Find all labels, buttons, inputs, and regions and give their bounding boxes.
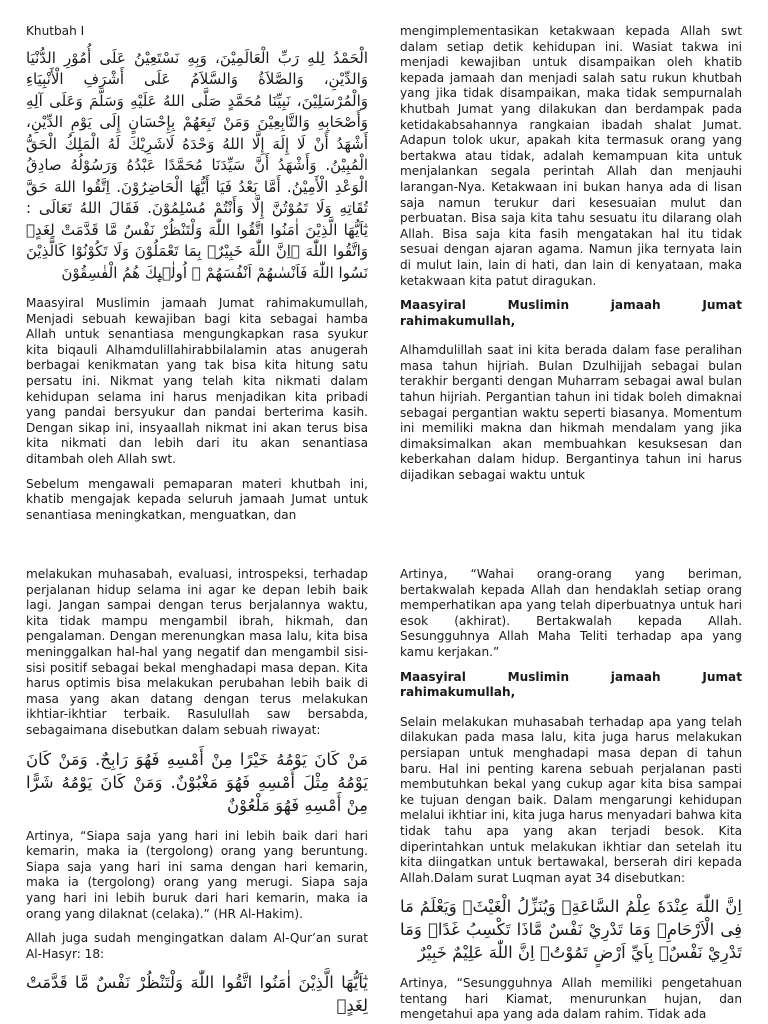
paragraph: Alhamdulillah saat ini kita berada dalam fase peralihan masa tahun hijriah. Bulan Dzulhijjah sebagai bulan terakhir berganti dengan Muharram sebagai awal bulan tahun hijriah. Pergantian tahun ini tidak boleh dimaknai sebagai pergantian waktu seperti biasanya. Momentum ini memiliki makna dan hikmah mendalam yang jika dimaksimalkan akan membuahkan kesuksesan dan keberkahan dalam hidup. Bergantinya tahun ini harus dijadikan sebagai waktu untuk [400, 343, 742, 483]
arabic-ayat: اِنَّ اللّٰهَ عِنْدَهٗ عِلْمُ السَّاعَةِۚ وَيُنَزِّلُ الْغَيْثَۚ وَيَعْلَمُ مَا فِى الْاَرْحَامِۗ وَمَا تَدْرِيْ نَفْسٌ مَّاذَا تَكْسِبُ غَدًاۗ وَمَا تَدْرِيْ نَفْسٌۢ بِاَيِّ اَرْضٍ تَمُوْتُۗ اِنَّ اللّٰهَ عَلِيْمٌ خَبِيْرٌ [400, 897, 742, 963]
khutbah-title: Khutbah I [26, 24, 85, 38]
column-1 [26, 24, 368, 540]
paragraph: Artinya, “Sesungguhnya Allah memiliki pengetahuan tentang hari Kiamat, menurunkan hujan, dan mengetahui apa yang ada dalam rahim. Tidak ada [400, 976, 742, 1022]
paragraph: Maasyiral Muslimin jamaah Jumat rahimakumullah, Menjadi sebuah kewajiban bagi kita sebagai hamba Allah untuk senantiasa mengungkapkan rasa syukur kita biqauli Alhamdulillahirabbilalamin atas anugerah berbagai kenikmatan yang tak bisa kita hitung satu persatu ini. Nikmat yang telah kita nikmati dalam kehidupan selama ini harus menjadikan kita pribadi yang pandai bersyukur dan pandai berterima kasih. Dengan sikap ini, insyaallah nikmat ini akan terus bisa kita nikmati dan lebih dari itu akan senantiasa ditambah oleh Allah swt. [26, 296, 368, 467]
section-heading: Maasyiral Muslimin jamaah Jumat rahimakumullah, [400, 298, 742, 328]
paragraph: Allah juga sudah mengingatkan dalam Al-Qur’an surat Al-Hasyr: 18: [26, 931, 368, 961]
paragraph: mengimplementasikan ketakwaan kepada Allah swt dalam setiap detik kehidupan ini. Wasiat takwa ini menjadi kewajiban untuk disampaikan oleh khatib kepada jamaah dan menjadi salah satu rukun khutbah yang jika tidak disampaikan, maka tidak sempurnalah khutbah Jumat yang dilakukan dan berdampak pada ketidakabsahannya rangkaian ibadah shalat Jumat. Adapun tolok ukur, apakah kita termasuk orang yang bertakwa atau tidak, adalah kemampuan kita untuk menjalankan segala perintah Allah dan menjauhi larangan-Nya. Ketakwaan ini bukan hanya ada di lisan saja namun terukur dari kesesuaian mulut dan perbuatan. Bisa saja kita tahu sesuatu itu dilarang olah Allah. Bisa saja kita fasih mengatakan hal itu tidak sesuai dengan ajaran agama. Namun jika ternyata lain di mulut lain, lain di hati, dan lain di kenyataan, maka ketakwaan kita patut diragukan. [400, 24, 742, 288]
column-4 [400, 567, 742, 1024]
column-3 [26, 567, 368, 1024]
paragraph: Artinya, “Siapa saja yang hari ini lebih baik dari hari kemarin, maka ia (tergolong) orang yang beruntung. Siapa saja yang hari ini sama dengan hari kemarin, maka ia (tergolong) orang yang merugi. Siapa saja yang hari ini lebih buruk dari hari kemarin, maka ia orang yang dilaknat (celaka).” (HR Al-Hakim). [26, 828, 368, 921]
paragraph: melakukan muhasabah, evaluasi, introspeksi, terhadap perjalanan hidup selama ini agar ke depan lebih baik lagi. Jangan sampai dengan terus berjalannya waktu, kita tidak mampu mengambil ibrah, hikmah, dan pengalaman. Dengan merenungkan masa lalu, kita bisa meninggalkan hal-hal yang negatif dan mengambil sisi-sisi positif sebagai bekal menghadapi masa depan. Kita harus optimis bisa melakukan perubahan lebih baik di masa yang akan datang dengan terus melakukan ikhtiar-ikhtiar terbaik. Rasulullah saw bersabda, sebagaimana disebutkan dalam sebuah riwayat: [26, 567, 368, 737]
arabic-hadith: مَنْ كَانَ يَوْمُهُ خَيْرًا مِنْ أَمْسِهِ فَهُوَ رَابِحٌ. وَمَنْ كَانَ يَوْمُهُ مِثْلَ أَمْسِهِ فَهُوَ مَغْبُوْنٌ. وَمَنْ كَانَ يَوْمُهُ شَرًّا مِنْ أَمْسِهِ فَهُوَ مَلْعُوْنٌ [26, 749, 368, 815]
section-heading: Maasyiral Muslimin jamaah Jumat rahimakumullah, [400, 669, 742, 700]
column-2 [400, 24, 742, 540]
paragraph: Artinya, “Wahai orang-orang yang beriman, bertakwalah kepada Allah dan hendaklah setiap orang memperhatikan apa yang telah diperbuatnya untuk hari esok (akhirat). Bertakwalah kepada Allah. Sesungguhnya Allah Maha Teliti terhadap apa yang kamu kerjakan.” [400, 567, 742, 659]
paragraph: Selain melakukan muhasabah terhadap apa yang telah dilakukan pada masa lalu, kita juga harus melakukan persiapan untuk menghadapi masa depan di tahun baru. Hal ini penting karena sebuah perjalanan pasti membutuhkan bekal yang cukup agar kita bisa sampai ke tujuan dengan baik. Dalam mengarungi kehidupan melalui ikhtiar ini, kita juga harus menyadari bahwa kita tidak tahu apa yang akan terjadi besok. Kita diperintahkan untuk melakukan ikhtiar dan setelah itu kita diingatkan untuk bertawakal, berserah diri kepada Allah.Dalam surat Luqman ayat 34 disebutkan: [400, 714, 742, 885]
arabic-ayat: يٰٓاَيُّهَا الَّذِيْنَ اٰمَنُوا اتَّقُوا اللّٰهَ وَلْتَنْظُرْ نَفْسٌ مَّا قَدَّمَتْ لِغَدٍۚ [26, 973, 368, 1016]
paragraph: Sebelum mengawali pemaparan materi khutbah ini, khatib mengajak kepada seluruh jamaah Jumat untuk senantiasa meningkatkan, menguatkan, dan [26, 476, 368, 522]
arabic-opening: الْحَمْدُ لِلهِ رَبِّ الْعَالَمِيْنَ، وَبِهِ نَسْتَعِيْنُ عَلَى أُمُوْرِ الدُّنْيَا وَالدِّيْنِ، وَالصَّلاَةُ وَالسَّلاَمُ عَلَى أَشْرَفِ الْأَنْبِيَاءِ وَالْمُرْسَلِيْنَ، نَبِيِّنَا مُحَمَّدٍ صَلَّى اللهُ عَلَيْهِ وَسَلَّمَ وَعَلَى آلِهِ وَأَصْحَابِهِ وَالتَّابِعِيْنَ وَمَنْ تَبِعَهُمْ بِإِحْسَانٍ إِلَى يَوْمِ الدِّيْنِ، أَشْهَدُ أَنْ لَا إِلَهَ إِلَّا اللهُ وَحْدَهُ لَاشَرِيْكَ لَهُ الْمَلِكُ الْحَقُّ الْمُبِيْنُ. وَأَشْهَدُ أَنَّ سَيِّدَنَا مُحَمَّدًا عَبْدُهُ وَرَسُوْلُهُ صادِقُ الْوَعْدِ الْأَمِيْنُ. أَمَّا بَعْدُ فَيَا أَيُّهَا الْحَاضِرُوْنَ. اِتَّقُوا اللهَ حَقَّ تُقَاتِهِ وَلَا تَمُوْتُنَّ إِلَّا وَأَنْتُمْ مُسْلِمُوْنَ. فَقَالَ اللهُ تَعَالَى : يٰٓاَيُّهَا الَّذِيْنَ اٰمَنُوا اتَّقُوا اللّٰهَ وَلْتَنْظُرْ نَفْسٌ مَّا قَدَّمَتْ لِغَدٍۚ وَاتَّقُوا اللّٰهَ ۗاِنَّ اللّٰهَ خَبِيْرٌۢ بِمَا تَعْمَلُوْنَ وَلَا تَكُوْنُوْا كَالَّذِيْنَ نَسُوا اللّٰهَ فَاَنْسٰىهُمْ اَنْفُسَهُمْ ۗ اُولٰۤىِٕكَ هُمُ الْفٰسِقُوْنَ [26, 48, 368, 282]
